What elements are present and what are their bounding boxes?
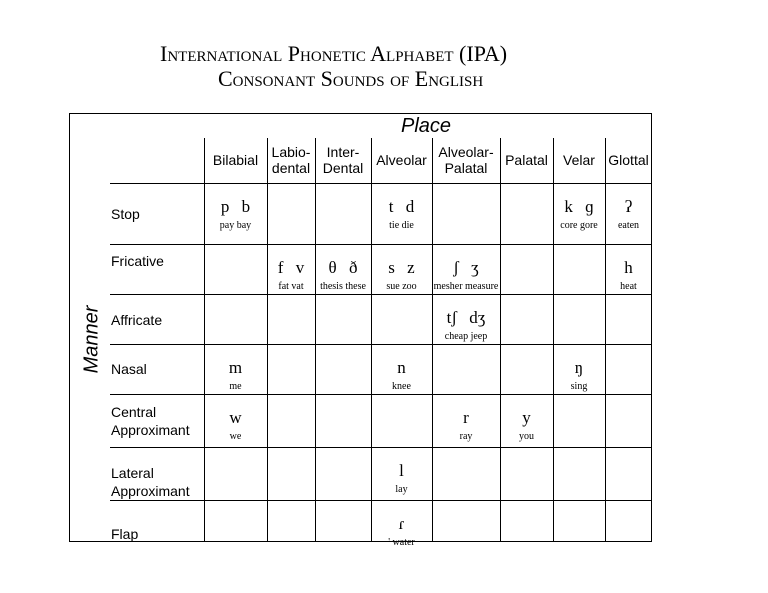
ipa-symbols: θ ð [328, 258, 358, 277]
consonant-cell-fricative-labiodental [267, 258, 315, 293]
consonant-cell-fricative-alveolarpalatal [432, 258, 500, 293]
ipa-symbols: ŋ [574, 358, 584, 377]
manner-axis-label: Manner [80, 305, 103, 374]
row-divider [110, 183, 652, 184]
column-header-alveolar: Alveolar [376, 152, 427, 168]
consonant-cell-nasal-alveolar [371, 358, 432, 393]
example-words: sing [570, 381, 588, 392]
ipa-symbols: t d [388, 197, 415, 216]
example-words: cheap jeep [444, 331, 488, 342]
consonant-cell-fricative-interdental [315, 258, 371, 293]
ipa-symbols: m [228, 358, 243, 377]
consonant-cell-central-palatal [500, 408, 553, 443]
ipa-symbols: r [463, 408, 469, 427]
ipa-symbols: ʔ [624, 197, 633, 216]
example-words: thesis these [320, 281, 366, 292]
example-words: sue zoo [386, 281, 417, 292]
chart-title: International Phonetic Alphabet (IPA) [160, 41, 508, 66]
example-words: ' water [388, 537, 415, 548]
chart-subtitle: Consonant Sounds of English [218, 66, 484, 91]
example-words: fat vat [278, 281, 304, 292]
consonant-cell-affricate-alveolarpalatal [432, 308, 500, 343]
example-words: me [229, 381, 242, 392]
row-divider [110, 344, 652, 345]
example-words: knee [392, 381, 411, 392]
row-header-lateral: Lateral Approximant [111, 465, 190, 499]
consonant-cell-fricative-glottal [605, 258, 652, 293]
ipa-symbols: l [399, 461, 404, 480]
consonant-cell-stop-bilabial [204, 197, 267, 232]
column-header-palatal: Palatal [505, 152, 548, 168]
consonant-cell-central-alveolarpalatal [432, 408, 500, 443]
row-header-affricate: Affricate [111, 312, 163, 328]
ipa-symbols: f v [277, 258, 305, 277]
ipa-symbols: ʃ ʒ [453, 258, 479, 277]
consonant-cell-stop-alveolar [371, 197, 432, 232]
ipa-symbols: h [624, 258, 633, 277]
example-words: mesher measure [433, 281, 499, 292]
ipa-symbols: k ɡ [564, 197, 594, 216]
example-words: ray [459, 431, 473, 442]
column-divider [500, 138, 501, 542]
place-axis-label: Place [401, 115, 452, 137]
ipa-symbols: tʃ dʒ [446, 308, 486, 327]
row-divider [110, 447, 652, 448]
consonant-cell-central-bilabial [204, 408, 267, 443]
column-header-glottal: Glottal [608, 152, 649, 168]
consonant-cell-nasal-bilabial [204, 358, 267, 393]
row-divider [110, 500, 652, 501]
row-divider [110, 394, 652, 395]
column-divider [315, 138, 316, 542]
example-words: you [519, 431, 534, 442]
consonant-cell-fricative-alveolar [371, 258, 432, 293]
column-divider [267, 138, 268, 542]
ipa-symbols: w [229, 408, 242, 427]
row-header-nasal: Nasal [111, 361, 147, 377]
ipa-symbols: ɾ [398, 514, 405, 533]
column-header-labiodental: Labio- dental [271, 144, 311, 176]
column-header-bilabial: Bilabial [212, 152, 259, 168]
ipa-symbols: y [522, 408, 531, 427]
consonant-cell-stop-glottal [605, 197, 652, 232]
row-header-central: Central Approximant [111, 404, 190, 438]
example-words: eaten [617, 220, 640, 231]
ipa-symbols: s z [388, 258, 415, 277]
example-words: core gore [560, 220, 598, 231]
column-header-alveolarpalatal: Alveolar- Palatal [438, 144, 494, 176]
consonant-cell-stop-velar [553, 197, 605, 232]
row-header-flap: Flap [111, 526, 139, 542]
row-divider [110, 294, 652, 295]
example-words: pay bay [219, 220, 252, 231]
example-words: tie die [389, 220, 414, 231]
row-header-fricative: Fricative [111, 253, 164, 269]
column-header-velar: Velar [563, 152, 595, 168]
consonant-cell-flap-alveolar [371, 514, 432, 549]
consonant-cell-nasal-velar [553, 358, 605, 393]
ipa-symbols: p b [220, 197, 251, 216]
example-words: we [229, 431, 242, 442]
example-words: lay [395, 484, 408, 495]
column-header-interdental: Inter- Dental [322, 144, 364, 176]
example-words: heat [620, 281, 637, 292]
row-divider [110, 244, 652, 245]
consonant-cell-lateral-alveolar [371, 461, 432, 496]
row-header-stop: Stop [111, 206, 140, 222]
ipa-symbols: n [397, 358, 406, 377]
